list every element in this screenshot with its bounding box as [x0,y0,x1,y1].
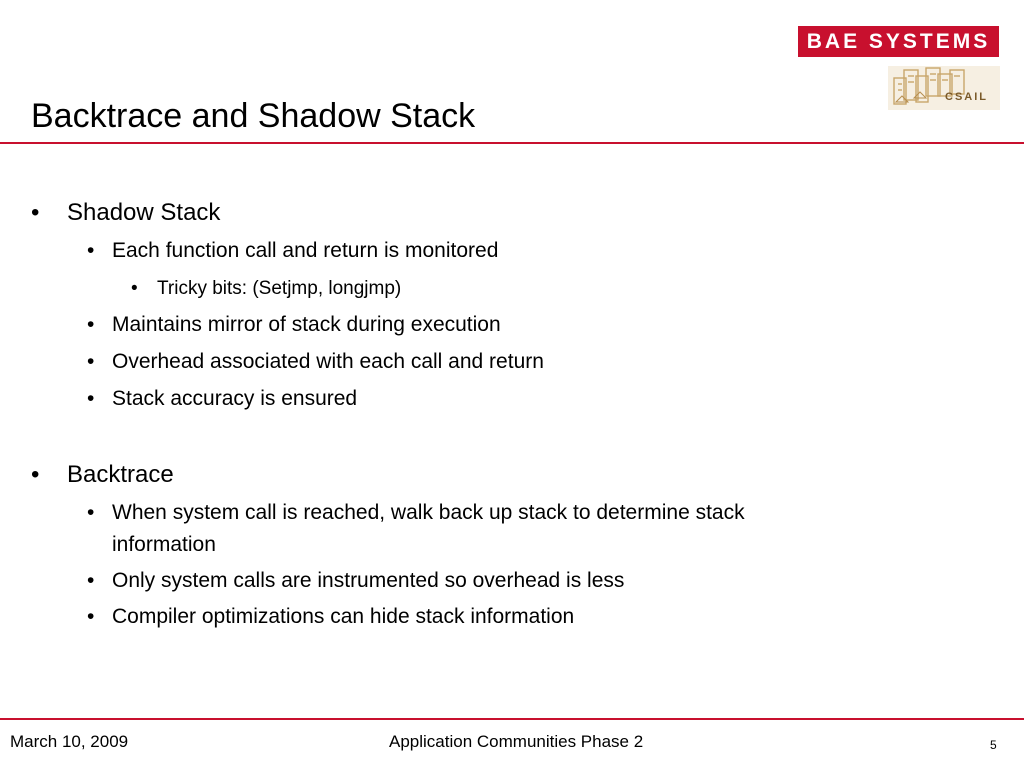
title-divider [0,142,1024,144]
bae-systems-logo-text: BAE SYSTEMS [806,29,991,53]
footer-date: March 10, 2009 [10,732,129,751]
bullet-glyph: • [87,605,95,628]
bullet-label: Shadow Stack [67,199,221,226]
bullet-glyph: • [31,461,40,488]
bullet-glyph: • [87,239,95,262]
page-number: 5 [990,738,997,752]
bullet-glyph: • [87,501,95,524]
bullet-label: Each function call and return is monitored [112,239,499,262]
csail-logo-text: CSAIL [945,91,988,103]
csail-logo-graphic [888,66,1000,110]
bullet-label-continuation: information [112,533,216,556]
bullet-glyph: • [87,350,95,373]
bullet-label: When system call is reached, walk back up stack to determine stack [112,501,745,524]
bullet-label: Tricky bits: (Setjmp, longjmp) [157,278,402,299]
bullet-glyph: • [87,313,95,336]
slide-title: Backtrace and Shadow Stack [31,97,476,135]
bullet-glyph: • [87,387,95,410]
bae-systems-logo [798,26,999,57]
bullet-label: Overhead associated with each call and return [112,350,544,373]
footer-divider [0,718,1024,720]
bullet-label: Backtrace [67,461,174,488]
csail-logo [888,66,1000,110]
bullet-glyph: • [87,569,95,592]
bullet-glyph: • [131,278,138,299]
bullet-glyph: • [31,199,40,226]
bullet-label: Maintains mirror of stack during execution [112,313,501,336]
footer-title: Application Communities Phase 2 [389,732,644,751]
bullet-label: Stack accuracy is ensured [112,387,358,410]
bullet-label: Only system calls are instrumented so overhead is less [112,569,625,592]
bullet-label: Compiler optimizations can hide stack information [112,605,575,628]
